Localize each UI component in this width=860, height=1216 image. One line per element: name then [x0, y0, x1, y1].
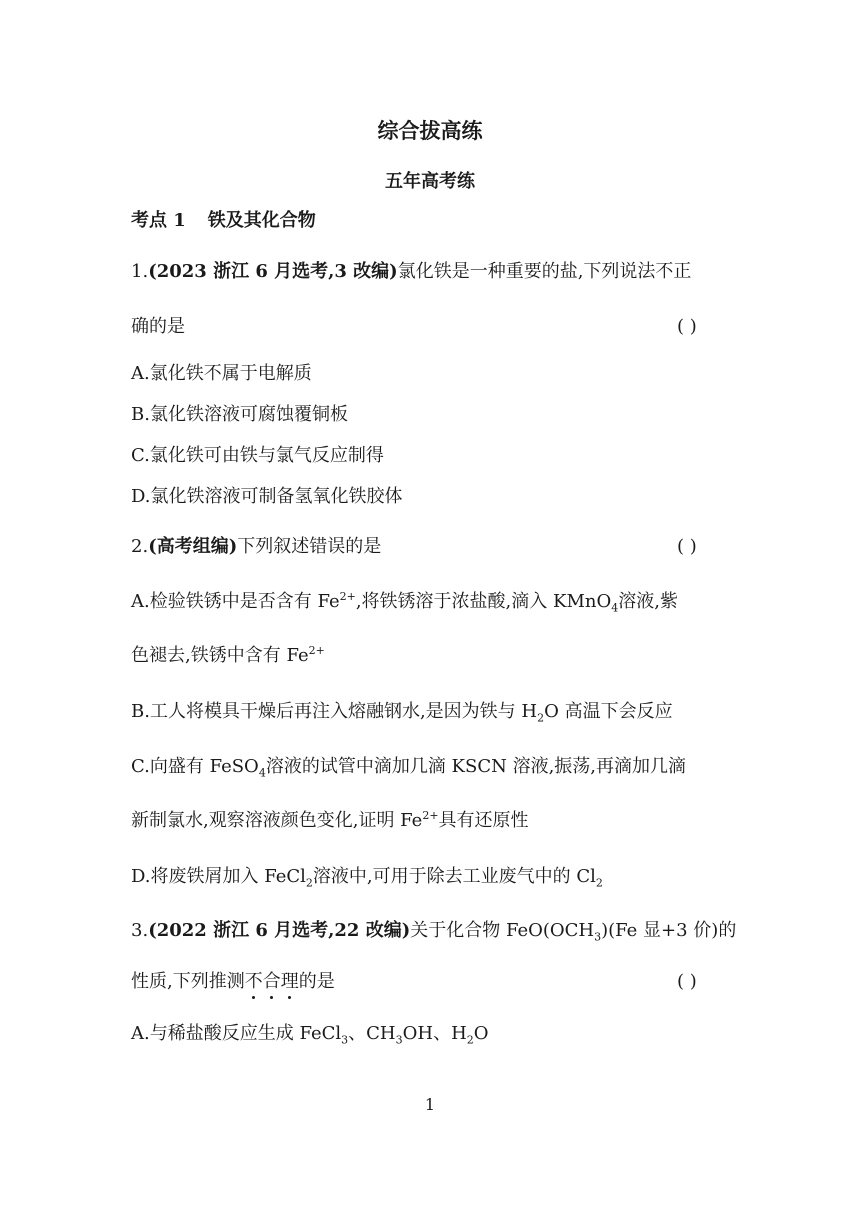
question-source: (2023 浙江 6 月选考,3 改编): [148, 261, 398, 282]
question-source: (高考组编): [148, 536, 238, 557]
question-number: 2.: [131, 536, 149, 557]
emphasis-char: 合: [262, 971, 281, 992]
option-c: C.向盛有 FeSO$_4$溶液的试管中滴加几滴 KSCN 溶液,振荡,再滴加几滴: [131, 756, 687, 780]
emphasis-char: 理: [280, 971, 299, 992]
question-3-stem-cont: 性质,下列推测不合理的是: [131, 971, 335, 992]
emphasis-char: 不: [244, 971, 263, 992]
question-1-stem-cont: 确的是: [131, 316, 185, 337]
option-c-cont: 新制氯水,观察溶液颜色变化,证明 $Fe^{2+}$具有还原性: [131, 809, 529, 831]
section-heading: [131, 210, 316, 232]
question-number: 3.: [131, 920, 149, 941]
question-1-stem: 1.(2023 浙江 6 月选考,3 改编)氯化铁是一种重要的盐,下列说法不正: [131, 261, 692, 282]
option-d: D.将废铁屑加入 FeCl$_2$溶液中,可用于除去工业废气中的 $Cl_2$: [131, 866, 603, 890]
option-a-cont: 色褪去,铁锈中含有 $Fe^{2+}$: [131, 644, 325, 666]
option-d: D.氯化铁溶液可制备氢氧化铁胶体: [131, 486, 403, 507]
question-2-stem: 2.(高考组编)下列叙述错误的是: [131, 536, 382, 557]
page-number: 1: [424, 1095, 436, 1114]
option-a: A.检验铁锈中是否含有 $Fe^{2+}$,将铁锈溶于浓盐酸,滴入 KMnO$_4$溶液,紫: [131, 590, 678, 615]
section-title: 铁及其化合物: [207, 210, 316, 231]
section-label: 考点 1: [131, 210, 186, 231]
option-b: B.工人将模具干燥后再注入熔融钢水,是因为铁与 $H_2O$ 高温下会反应: [131, 701, 673, 725]
page-title: 综合拔高练: [377, 118, 483, 143]
answer-paren: ( ): [677, 536, 697, 557]
option-c: C.氯化铁可由铁与氯气反应制得: [131, 445, 384, 466]
answer-paren: ( ): [677, 316, 697, 337]
page-subtitle: 五年高考练: [385, 171, 475, 192]
option-b: B.氯化铁溶液可腐蚀覆铜板: [131, 404, 348, 425]
answer-paren: ( ): [677, 971, 697, 992]
question-number: 1.: [131, 261, 149, 282]
question-source: (2022 浙江 6 月选考,22 改编): [148, 920, 411, 941]
question-3-stem: 3.(2022 浙江 6 月选考,22 改编)关于化合物 $FeO(OCH_3)(Fe$ 显+3 价)的: [131, 920, 737, 944]
option-a: A.氯化铁不属于电解质: [131, 363, 312, 384]
option-a: A.与稀盐酸反应生成 FeCl$_3$、$CH_3OH$、$H_2O$: [131, 1023, 489, 1047]
